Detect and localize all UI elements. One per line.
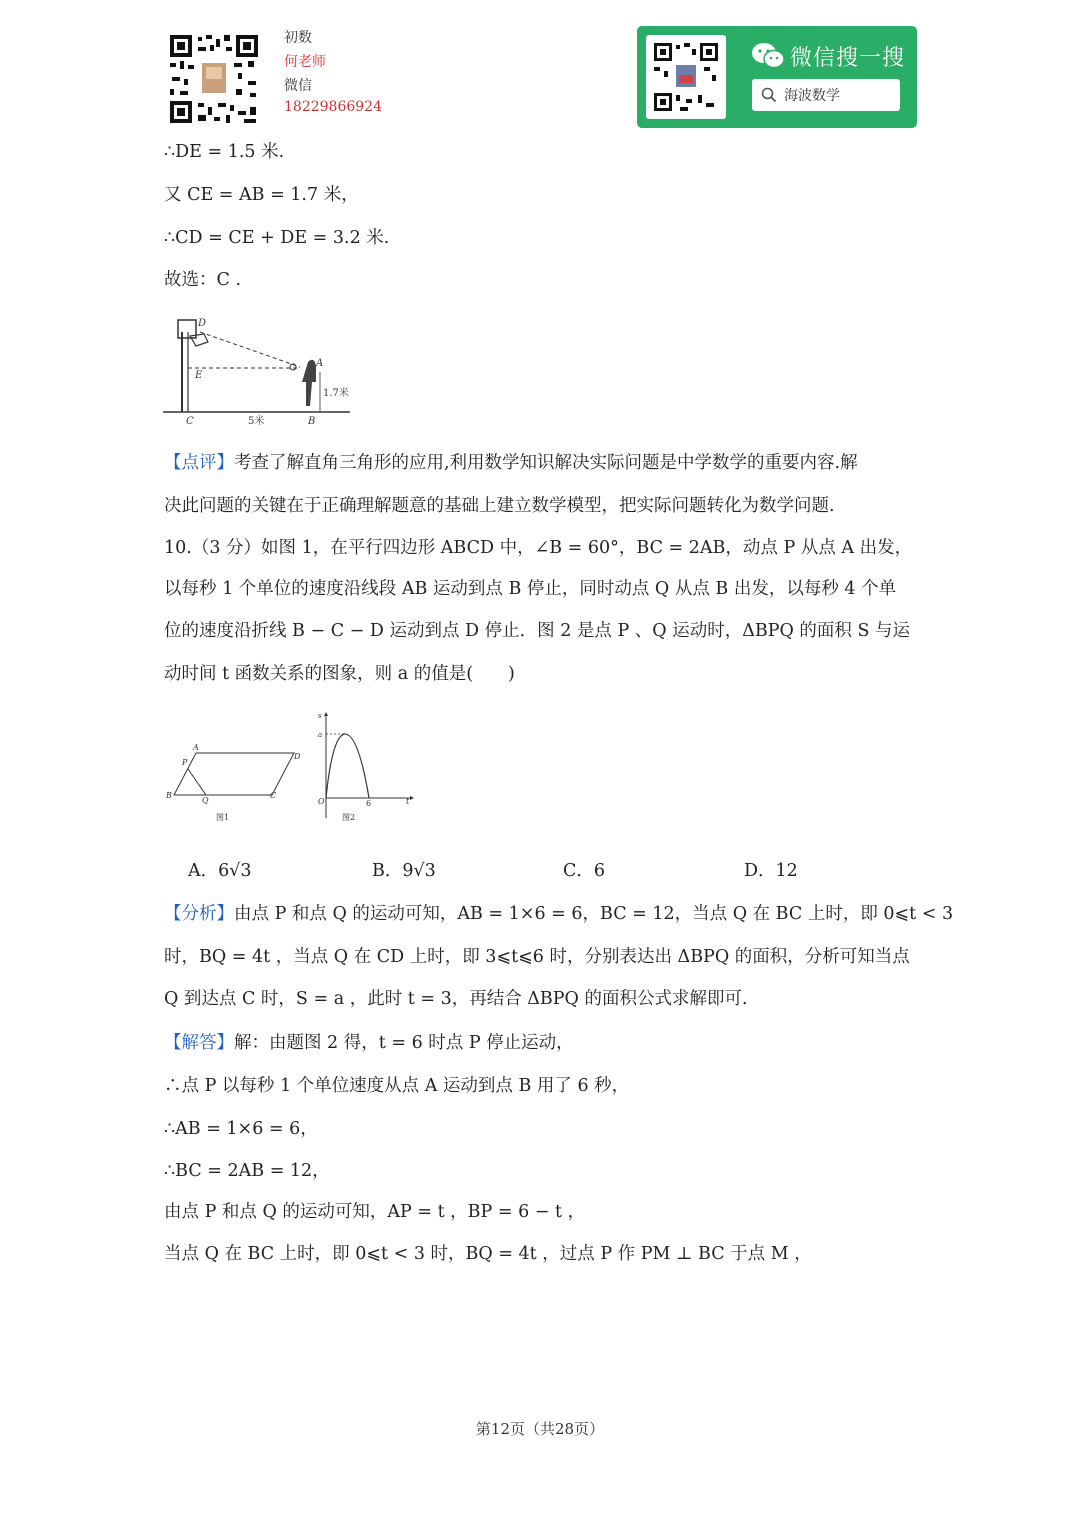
contact-phone: 18229866924	[284, 99, 382, 115]
wechat-search-query: 海波数学	[784, 88, 840, 104]
contact-line-1: 初数	[284, 30, 312, 46]
wechat-search-card[interactable]	[637, 26, 917, 128]
solution-line-5: 由点 P 和点 Q 的运动可知，AP = t ，BP = 6 − t ，	[164, 1202, 586, 1222]
figure-graph	[312, 708, 417, 830]
fig-p-label-a: A	[193, 743, 199, 752]
figure-parallelogram	[160, 735, 310, 830]
analysis-text-1: 由点 P 和点 Q 的运动可知，AB = 1×6 = 6，BC = 12，当点 Q 在 BC 上时，即 0⩽t < 3	[234, 904, 954, 924]
wechat-search-title: 微信搜一搜	[790, 46, 906, 71]
solution-line-6: 当点 Q 在 BC 上时，即 0⩽t < 3 时，BQ = 4t ，过点 P 作 PM ⊥ BC 于点 M ，	[164, 1244, 812, 1264]
comment-line-2: 决此问题的关键在于正确理解题意的基础上建立数学模型，把实际问题转化为数学问题.	[164, 496, 835, 516]
solution-line-3: ∴AB = 1×6 = 6，	[164, 1119, 318, 1139]
fig1-label-b: B	[308, 416, 316, 427]
fig1-label-d: D	[198, 318, 207, 329]
fig1-label-e: E	[195, 370, 203, 381]
body-line-3: ∴CD = CE + DE = 3.2 米.	[164, 228, 390, 248]
comment-text-1: 考查了解直角三角形的应用,利用数学知识解决实际问题是中学数学的重要内容.解	[234, 453, 858, 473]
fig1-label-height: 1.7米	[323, 388, 349, 399]
fig-g-caption: 图2	[342, 813, 356, 822]
fig-g-label-o: O	[318, 797, 325, 806]
fig-g-label-a: a	[318, 731, 323, 739]
fig-p-label-d: D	[294, 752, 301, 761]
fig-p-label-p: P	[182, 758, 188, 767]
analysis-line-2: 时，BQ = 4t ，当点 Q 在 CD 上时，即 3⩽t⩽6 时，分别表达出 ΔBPQ 的面积，分析可知当点	[164, 947, 910, 967]
solution-text-1: 解：由题图 2 得，t = 6 时点 P 停止运动，	[234, 1033, 574, 1053]
solution-line-4: ∴BC = 2AB = 12，	[164, 1161, 330, 1181]
solution-tag: 【解答】	[164, 1033, 234, 1053]
fig1-label-a: A	[316, 358, 324, 369]
body-line-4: 故选：C .	[164, 270, 242, 290]
qr-code-left	[168, 33, 260, 125]
fig1-label-base: 5米	[248, 416, 265, 427]
solution-line-1	[164, 1031, 574, 1055]
question-line-3: 位的速度沿折线 B − C − D 运动到点 D 停止．图 2 是点 P 、Q 运动时，ΔBPQ 的面积 S 与运	[164, 621, 911, 641]
choice-a[interactable]: A．6√3	[188, 861, 252, 881]
choice-c[interactable]: C．6	[563, 861, 606, 881]
qr-code-card	[646, 35, 726, 119]
analysis-line-3: Q 到达点 C 时，S = a ，此时 t = 3，再结合 ΔBPQ 的面积公式求解即可.	[164, 989, 748, 1009]
search-icon	[761, 87, 775, 101]
analysis-tag: 【分析】	[164, 904, 234, 924]
solution-line-2: ∴点 P 以每秒 1 个单位速度从点 A 运动到点 B 用了 6 秒，	[164, 1076, 630, 1096]
wechat-search-box[interactable]	[752, 79, 900, 111]
question-line-4: 动时间 t 函数关系的图象，则 a 的值是( )	[164, 664, 515, 684]
fig1-label-c: C	[186, 416, 194, 427]
fig-g-label-s: s	[318, 712, 322, 720]
fig-p-label-q: Q	[202, 796, 209, 805]
fig-p-label-b: B	[166, 791, 172, 800]
figure-height-diagram	[160, 312, 360, 430]
comment-line-1	[164, 451, 858, 475]
page-footer: 第12页（共28页）	[475, 1420, 605, 1438]
choice-d[interactable]: D．12	[744, 861, 798, 881]
question-line-1: 10.（3 分）如图 1，在平行四边形 ABCD 中，∠B = 60°，BC = 2AB，动点 P 从点 A 出发，	[164, 538, 913, 558]
fig-g-label-t: t	[406, 797, 410, 806]
contact-line-3: 微信	[284, 78, 312, 94]
wechat-logo-icon	[751, 42, 785, 70]
fig-p-label-c: C	[270, 791, 277, 800]
fig-g-label-6: 6	[366, 799, 372, 808]
body-line-2: 又 CE = AB = 1.7 米，	[164, 185, 359, 205]
choice-b[interactable]: B．9√3	[372, 861, 436, 881]
fig-p-caption: 图1	[216, 813, 230, 822]
contact-line-2: 何老师	[284, 54, 326, 70]
comment-tag: 【点评】	[164, 453, 234, 473]
question-line-2: 以每秒 1 个单位的速度沿线段 AB 运动到点 B 停止，同时动点 Q 从点 B 出发，以每秒 4 个单	[164, 579, 897, 599]
body-line-1: ∴DE = 1.5 米.	[164, 142, 285, 162]
analysis-line-1	[164, 902, 953, 926]
